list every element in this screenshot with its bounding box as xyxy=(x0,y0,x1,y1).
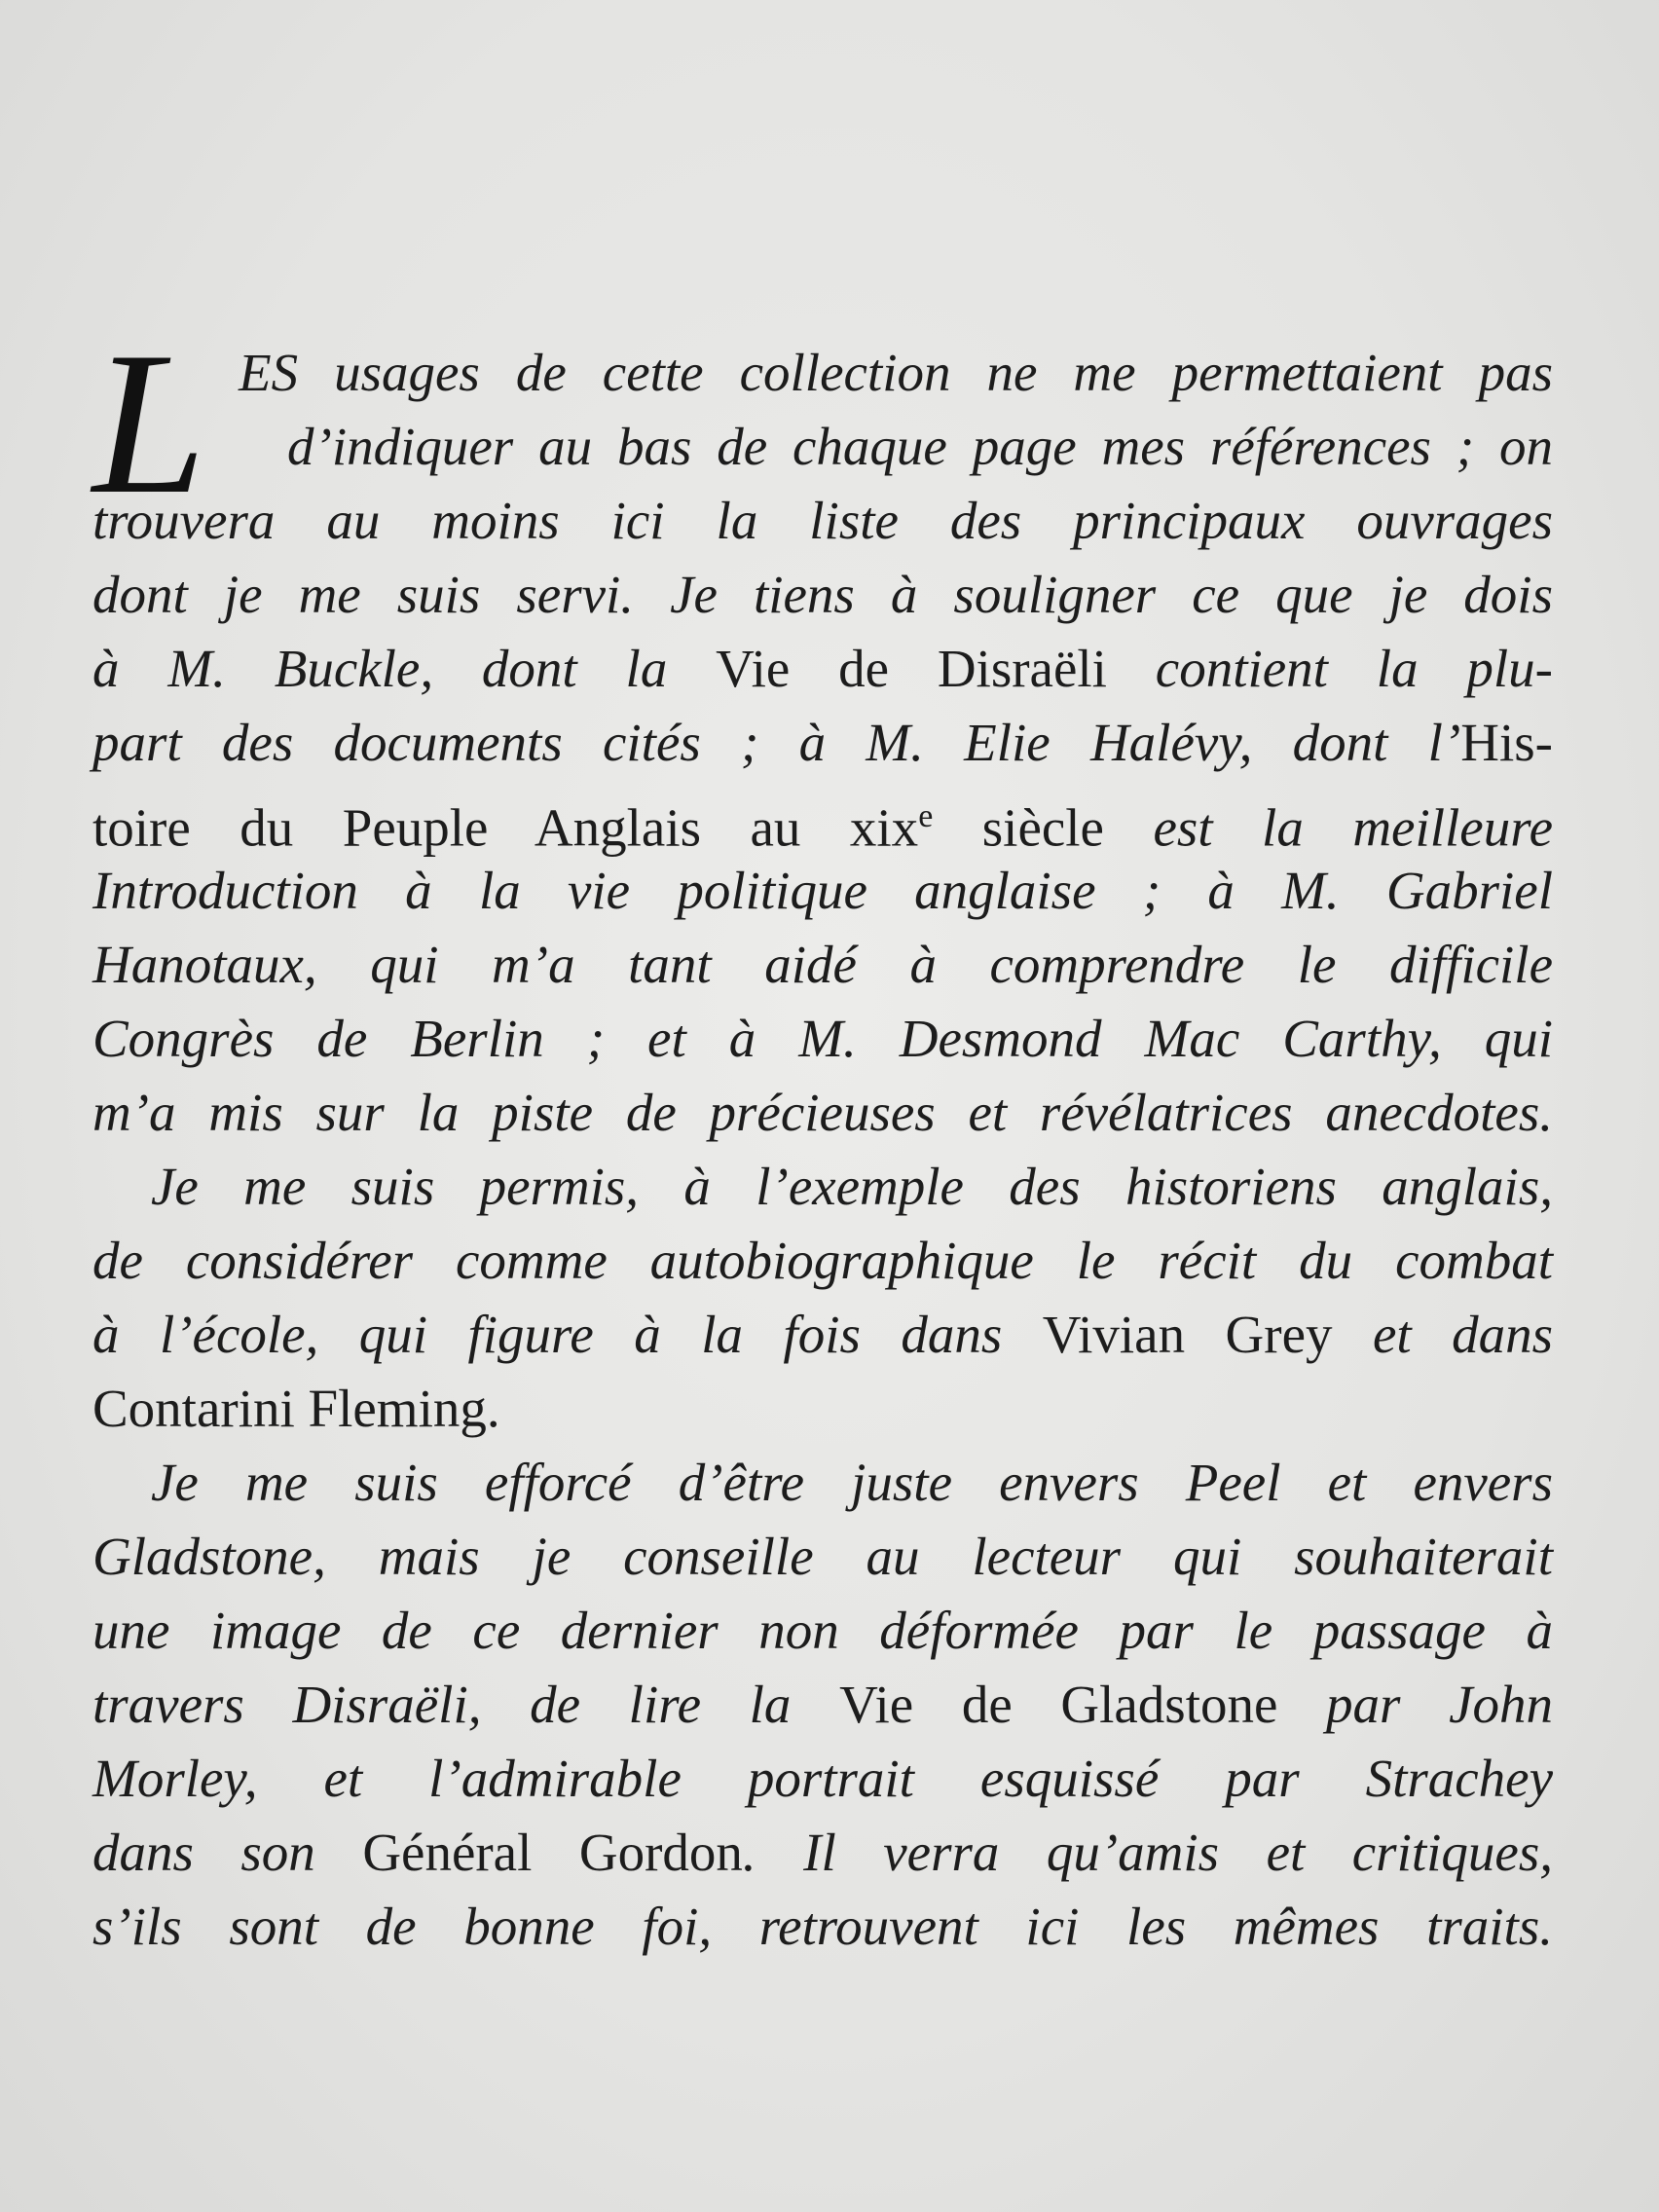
book-title: Vie de Disraëli xyxy=(716,639,1107,698)
text-line: à M. Buckle, dont la Vie de Disraëli contient la plu- xyxy=(92,639,1553,698)
text-line: Hanotaux, qui m’a tant aidé à comprendre le difficile xyxy=(92,935,1553,994)
text-line: dont je me suis servi. Je tiens à souligner ce que je dois xyxy=(92,565,1553,624)
text-line: Introduction à la vie politique anglaise ; à M. Gabriel xyxy=(92,861,1553,920)
text-line: d’indiquer au bas de chaque page mes références ; on xyxy=(287,417,1553,476)
text-line: Je me suis permis, à l’exemple des historiens anglais, xyxy=(151,1157,1553,1216)
text-line: de considérer comme autobiographique le récit du combat xyxy=(92,1231,1553,1290)
book-title: Vivian Grey xyxy=(1042,1305,1333,1364)
book-title: Contarini Fleming. xyxy=(92,1379,500,1438)
text-line: Morley, et l’admirable portrait esquissé par Strachey xyxy=(92,1749,1553,1808)
text-line: dans son Général Gordon. Il verra qu’amis et critiques, xyxy=(92,1823,1553,1882)
text-line: toire du Peuple Anglais au xix$^e$ siècle est la meilleure xyxy=(92,797,1553,858)
text-line: Je me suis efforcé d’être juste envers Peel et envers xyxy=(151,1453,1553,1512)
text-line: Gladstone, mais je conseille au lecteur qui souhaiterait xyxy=(92,1527,1553,1586)
drop-cap: L xyxy=(92,311,206,536)
text-line: Congrès de Berlin ; et à M. Desmond Mac Carthy, qui xyxy=(92,1009,1553,1068)
book-title: toire du Peuple Anglais au xix xyxy=(92,797,919,858)
preface-text xyxy=(92,311,1553,1964)
text-line: m’a mis sur la piste de précieuses et révélatrices anecdotes. xyxy=(92,1083,1553,1142)
text-line: s’ils sont de bonne foi, retrouvent ici les mêmes traits. xyxy=(92,1897,1553,1956)
text-line: ES usages de cette collection ne me permettaient pas xyxy=(239,343,1553,402)
text-line: trouvera au moins ici la liste des principaux ouvrages xyxy=(92,491,1553,550)
book-title: His- xyxy=(1460,713,1553,772)
text-line: une image de ce dernier non déformée par le passage à xyxy=(92,1601,1553,1660)
text-line: à l’école, qui figure à la fois dans Vivian Grey et dans xyxy=(92,1305,1553,1364)
text-line xyxy=(92,1372,1553,1446)
text-line: part des documents cités ; à M. Elie Halévy, dont l’His- xyxy=(92,713,1553,772)
book-title: Vie de Gladstone xyxy=(839,1675,1278,1734)
text-line: travers Disraëli, de lire la Vie de Gladstone par John xyxy=(92,1675,1553,1734)
book-title: Général Gordon xyxy=(362,1823,743,1882)
